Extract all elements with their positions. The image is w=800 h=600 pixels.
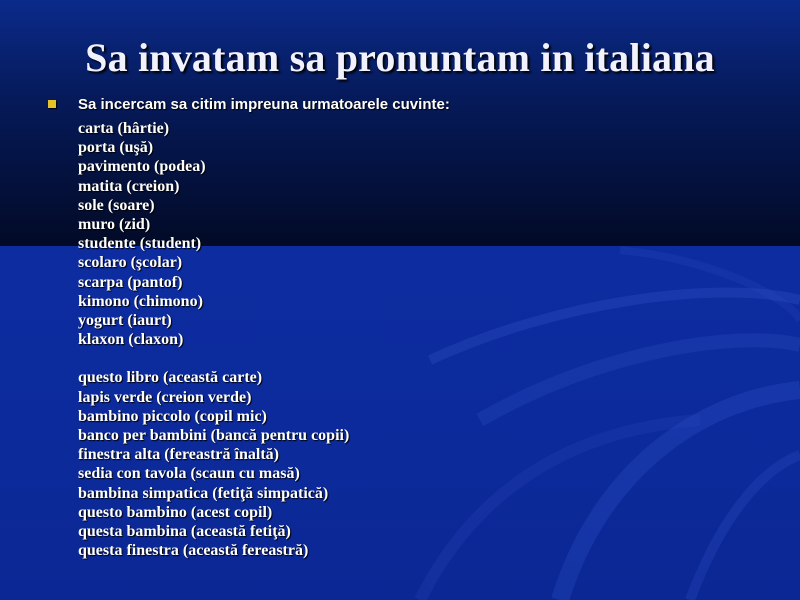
word-item: matita (creion) xyxy=(78,177,180,195)
phrase-item: questo bambino (acest copil) xyxy=(78,503,273,521)
slide-title: Sa invatam sa pronuntam in italiana xyxy=(85,35,715,80)
word-item: scarpa (pantof) xyxy=(78,273,183,291)
word-item: klaxon (claxon) xyxy=(78,331,184,349)
phrase-item: questa finestra (această fereastră) xyxy=(78,542,309,560)
phrase-item: bambino piccolo (copil mic) xyxy=(78,407,267,425)
word-item: kimono (chimono) xyxy=(78,292,203,310)
phrase-item: lapis verde (creion verde) xyxy=(78,388,252,406)
phrase-item: sedia con tavola (scaun cu masă) xyxy=(78,465,300,483)
phrase-item: finestra alta (fereastră înaltă) xyxy=(78,446,279,464)
phrase-item: banco per bambini (bancă pentru copii) xyxy=(78,427,350,444)
word-item: pavimento (podea) xyxy=(78,158,206,176)
word-item: yogurt (iaurt) xyxy=(78,311,172,329)
bullet-text: Sa incercam sa citim impreuna urmatoarele cuvinte: xyxy=(78,96,450,113)
word-item: studente (student) xyxy=(78,235,202,253)
word-item: carta (hârtie) xyxy=(78,120,170,137)
yellow-square-bullet-icon xyxy=(48,100,56,108)
word-item: scolaro (şcolar) xyxy=(78,254,183,272)
word-item: sole (soare) xyxy=(78,196,155,214)
phrase-item: questa bambina (această fetiţă) xyxy=(78,522,291,540)
word-item: muro (zid) xyxy=(78,215,151,233)
vocabulary-list xyxy=(78,119,349,560)
word-item: porta (uşă) xyxy=(78,139,154,157)
list-spacer xyxy=(78,349,349,368)
phrase-item: bambina simpatica (fetiţă simpatică) xyxy=(78,484,329,502)
phrase-item: questo libro (această carte) xyxy=(78,369,263,387)
